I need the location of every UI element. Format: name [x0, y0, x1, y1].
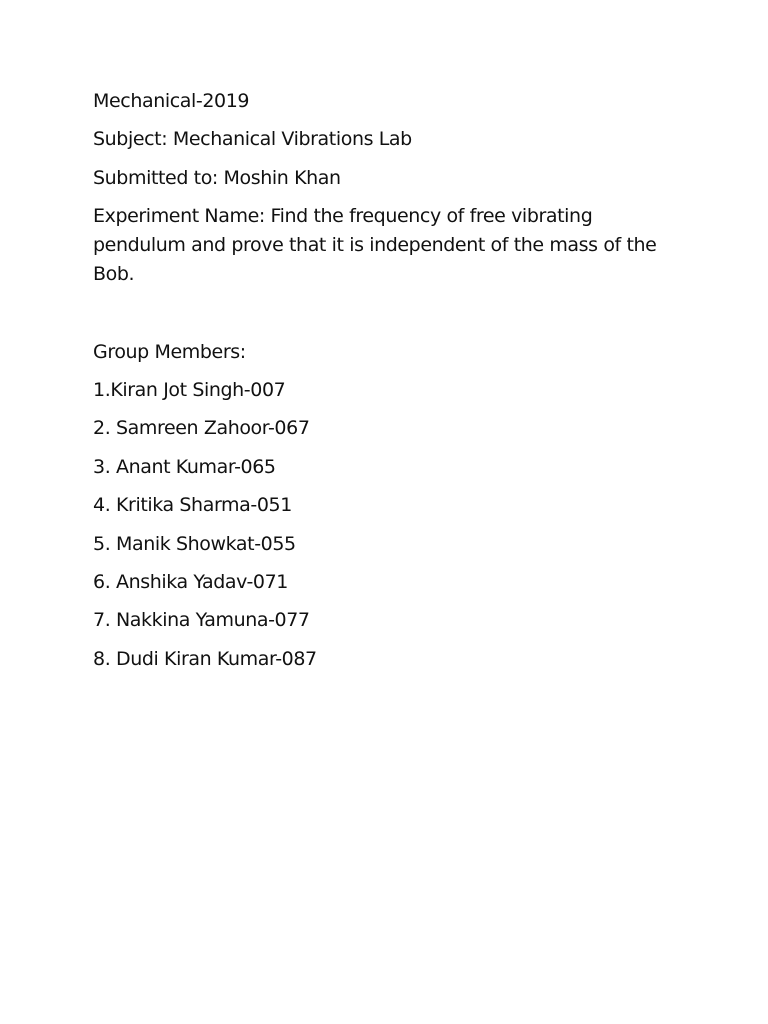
member-item: 8. Dudi Kiran Kumar-087	[93, 647, 317, 670]
member-item: 5. Manik Showkat-055	[93, 532, 296, 555]
member-item: 4. Kritika Sharma-051	[93, 494, 292, 517]
subject-line: Subject: Mechanical Vibrations Lab	[93, 128, 412, 151]
group-members-heading: Group Members:	[93, 340, 246, 363]
document-body	[93, 87, 693, 683]
experiment-name-paragraph: Experiment Name: Find the frequency of free vibrating pendulum and prove that it is independent of the mass of the Bob.	[93, 205, 657, 286]
member-item: 6. Anshika Yadav-071	[93, 570, 288, 593]
batch-line: Mechanical-2019	[93, 90, 250, 112]
member-item: 3. Anant Kumar-065	[93, 455, 276, 478]
member-item: 2. Samreen Zahoor-067	[93, 417, 310, 440]
blank-line	[93, 299, 693, 338]
member-item: 7. Nakkina Yamuna-077	[93, 609, 310, 632]
member-item: 1.Kiran Jot Singh-007	[93, 378, 286, 401]
group-members-list	[93, 376, 693, 674]
submitted-to-line: Submitted to: Moshin Khan	[93, 166, 341, 189]
